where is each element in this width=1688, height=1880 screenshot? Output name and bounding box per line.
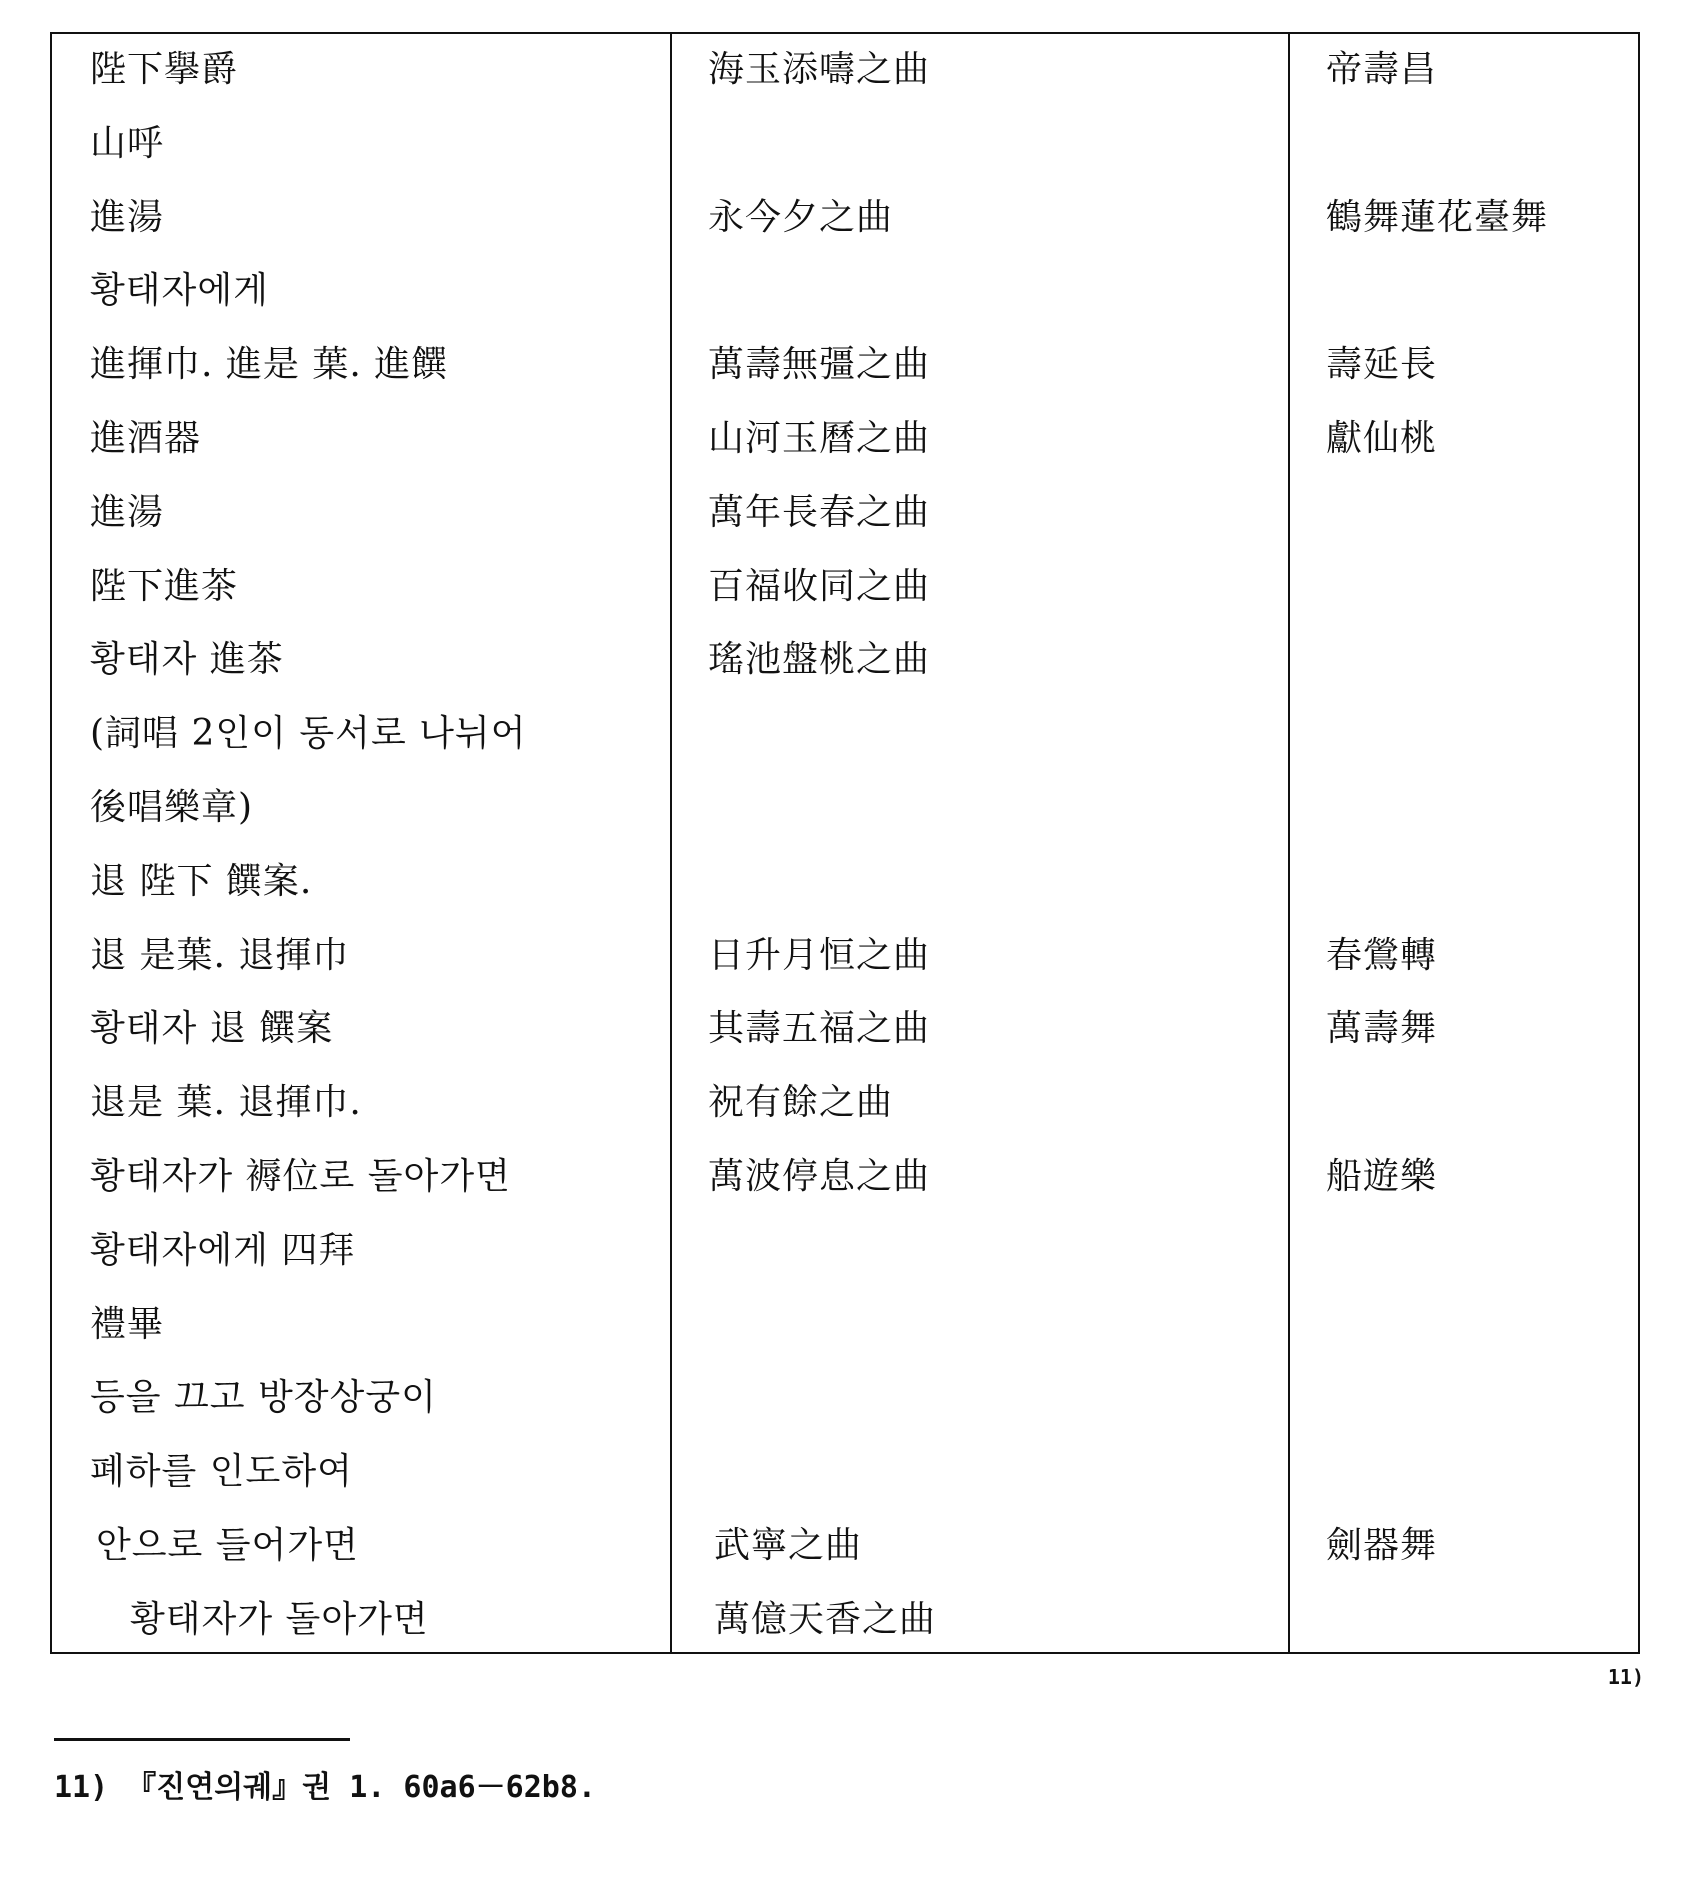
table-row	[52, 265, 1638, 339]
ceremony-cell: 폐하를 인도하여	[90, 1451, 353, 1493]
table-row	[52, 118, 1638, 192]
music-cell: 萬億天香之曲	[714, 1598, 937, 1640]
table-row	[52, 413, 1638, 487]
ceremony-cell: 안으로 들어가면	[96, 1524, 359, 1566]
music-cell: 祝有餘之曲	[708, 1082, 894, 1124]
ceremony-cell: 禮畢	[90, 1303, 165, 1345]
music-cell: 百福收同之曲	[708, 565, 931, 607]
ceremony-cell: 황태자에게 四拜	[90, 1229, 356, 1271]
ceremony-cell: 進湯	[90, 196, 165, 238]
ceremony-cell: 황태자가 褥位로 돌아가면	[90, 1155, 511, 1197]
table-row	[52, 1594, 1638, 1668]
music-cell: 萬年長春之曲	[708, 491, 931, 533]
table-row	[52, 1225, 1638, 1299]
ceremony-cell: 황태자 進茶	[90, 639, 284, 681]
music-cell: 萬波停息之曲	[708, 1155, 931, 1197]
ceremony-cell: 陛下擧爵	[90, 49, 239, 90]
music-cell: 其壽五福之曲	[708, 1008, 931, 1050]
ceremony-cell: 進湯	[90, 491, 165, 533]
table-row	[52, 930, 1638, 1004]
table-row	[52, 339, 1638, 413]
footnote-reference: 11)	[1607, 1665, 1644, 1689]
music-cell: 山河玉曆之曲	[708, 417, 931, 459]
ceremony-cell: 황태자 退 饌案	[90, 1008, 334, 1050]
ceremony-cell: 陛下進茶	[90, 565, 239, 607]
table-row	[52, 782, 1638, 856]
dance-cell: 獻仙桃	[1326, 417, 1438, 459]
table-row	[52, 44, 1638, 118]
dance-cell: 萬壽舞	[1326, 1008, 1438, 1050]
table-row	[52, 561, 1638, 635]
table-row	[52, 856, 1638, 930]
music-cell: 萬壽無彊之曲	[708, 344, 931, 386]
ceremony-cell: (詞唱 2인이 동서로 나뉘어	[90, 713, 527, 755]
dance-cell: 鶴舞蓮花臺舞	[1326, 196, 1549, 238]
ceremony-cell: 退是 葉. 退揮巾.	[90, 1082, 362, 1124]
table-row	[52, 708, 1638, 782]
music-cell: 日升月恒之曲	[708, 934, 931, 976]
dance-cell: 帝壽昌	[1326, 49, 1438, 90]
music-cell: 海玉添嚋之曲	[708, 49, 931, 90]
footnote-divider	[54, 1738, 350, 1741]
dance-cell: 春鶯轉	[1326, 934, 1438, 976]
ceremony-cell: 황태자에게	[90, 270, 269, 312]
music-cell: 武寧之曲	[714, 1524, 863, 1566]
dance-cell: 劍器舞	[1326, 1524, 1438, 1566]
footnote-text: 11) 『진연의궤』권 1. 60a6－62b8.	[54, 1770, 596, 1805]
ceremony-cell: 등을 끄고 방장상궁이	[90, 1377, 437, 1419]
music-cell: 永今夕之曲	[708, 196, 894, 238]
ceremony-cell: 進酒器	[90, 417, 202, 459]
ceremony-cell: 황태자가 돌아가면	[130, 1598, 429, 1640]
dance-cell: 壽延長	[1326, 344, 1438, 386]
dance-cell: 船遊樂	[1326, 1155, 1438, 1197]
table-rows	[52, 44, 1638, 1668]
table-row	[52, 1372, 1638, 1446]
table-row	[52, 192, 1638, 266]
music-cell: 瑤池盤桃之曲	[708, 639, 931, 681]
table-row	[52, 1003, 1638, 1077]
ceremony-cell: 進揮巾. 進是 葉. 進饌	[90, 344, 449, 386]
ceremony-cell: 後唱樂章)	[90, 786, 254, 828]
table-row	[52, 487, 1638, 561]
table-row	[52, 1446, 1638, 1520]
ceremony-cell: 退 陛下 饌案.	[90, 860, 313, 902]
ceremony-cell: 山呼	[90, 122, 165, 164]
program-table	[50, 32, 1640, 1654]
table-row	[52, 1299, 1638, 1373]
table-row	[52, 634, 1638, 708]
table-row	[52, 1077, 1638, 1151]
ceremony-cell: 退 是葉. 退揮巾	[90, 934, 350, 976]
table-row	[52, 1151, 1638, 1225]
table-row	[52, 1520, 1638, 1594]
